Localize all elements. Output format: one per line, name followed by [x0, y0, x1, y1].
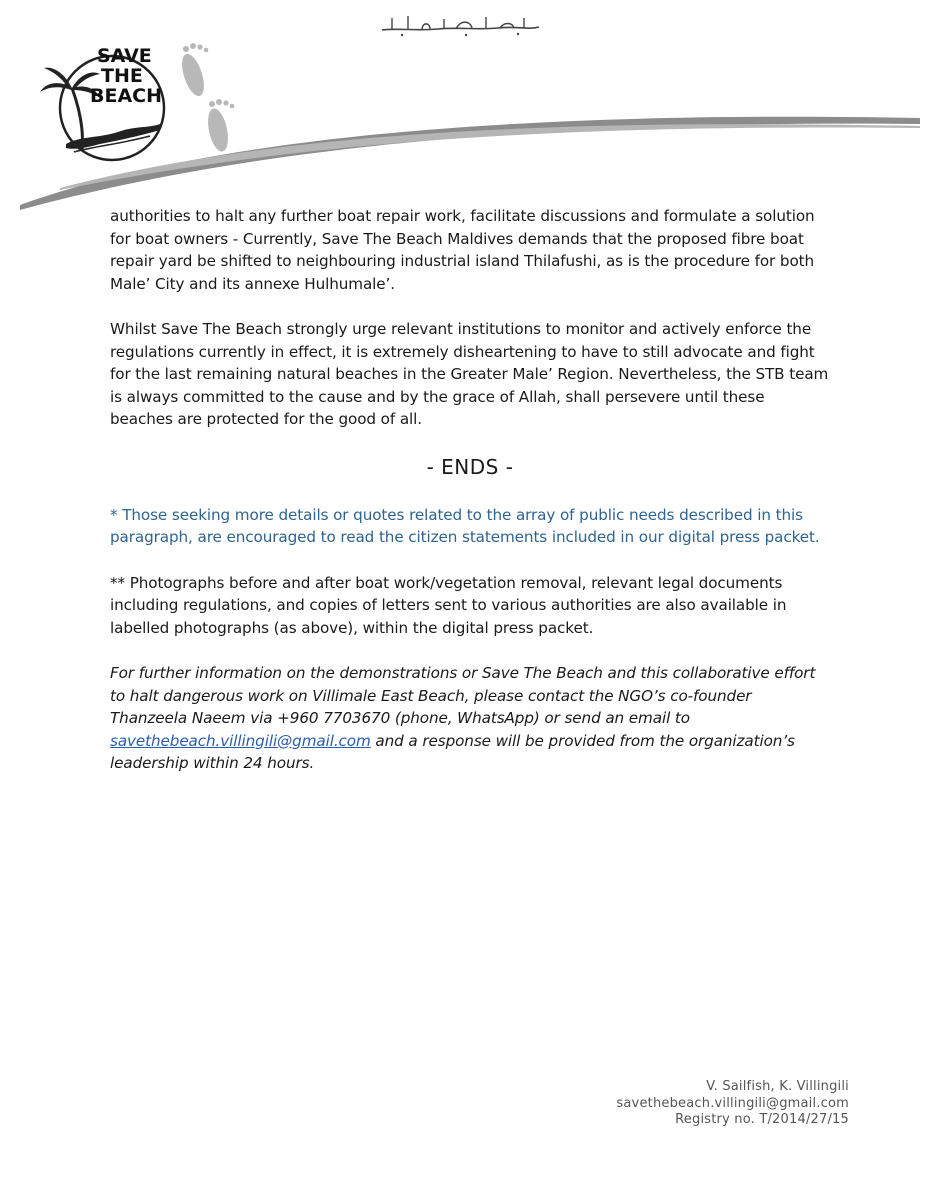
- contact-paragraph: [110, 662, 830, 775]
- contact-text-before: For further information on the demonstrations or Save The Beach and this collaborative effort to halt dangerous work on Villimale East Beach, please contact the NGO’s co-founder Thanzeela Naeem via +960 7703670 (phone, WhatsApp) or send an email to: [110, 664, 816, 727]
- body-paragraph: authorities to halt any further boat repair work, facilitate discussions and formulate a solution for boat owners - Currently, Save The Beach Maldives demands that the proposed fibre boat repair yard be shifted to neighbouring industrial island Thilafushi, as is the procedure for both Male’ City and its annexe Hulhumale’.: [110, 207, 815, 293]
- logo-text-the: THE: [101, 65, 143, 87]
- bismillah-calligraphy: [378, 12, 543, 38]
- logo-text-save: SAVE: [97, 45, 152, 67]
- footnote-double-star: ** Photographs before and after boat work/vegetation removal, relevant legal documents including regulations, and copies of letters sent to various authorities are also available in labelled photographs (as above), within the digital press packet.: [110, 573, 787, 637]
- contact-email-link[interactable]: savethebeach.villingili@gmail.com: [110, 731, 371, 750]
- letter-body: [110, 205, 830, 798]
- ends-marker: - ENDS -: [426, 454, 514, 479]
- body-paragraph: Whilst Save The Beach strongly urge relevant institutions to monitor and actively enforce the regulations currently in effect, it is extremely disheartening to have to still advocate and fight for the last remaining natural beaches in the Greater Male’ Region. Nevertheless, the STB team is always committed to the cause and by the grace of Allah, shall persevere until these beaches are protected for the good of all.: [110, 320, 829, 428]
- footer-address: V. Sailfish, K. Villingili: [706, 1079, 849, 1094]
- footer-registry: Registry no. T/2014/27/15: [675, 1112, 849, 1127]
- save-the-beach-logo: [40, 45, 164, 160]
- logo-text-beach: BEACH: [90, 85, 163, 107]
- contact-text-after: and a response will be provided from the organization’s leadership within 24 hours.: [110, 731, 795, 772]
- letterhead-footer: [616, 1079, 849, 1129]
- footer-email: savethebeach.villingili@gmail.com: [616, 1095, 849, 1111]
- footnote-single-star: * Those seeking more details or quotes related to the array of public needs described in this paragraph, are encouraged to read the citizen statements included in our digital press packet.: [110, 505, 820, 546]
- footprints-icon: [178, 43, 235, 153]
- letterhead-graphic: [0, 40, 927, 210]
